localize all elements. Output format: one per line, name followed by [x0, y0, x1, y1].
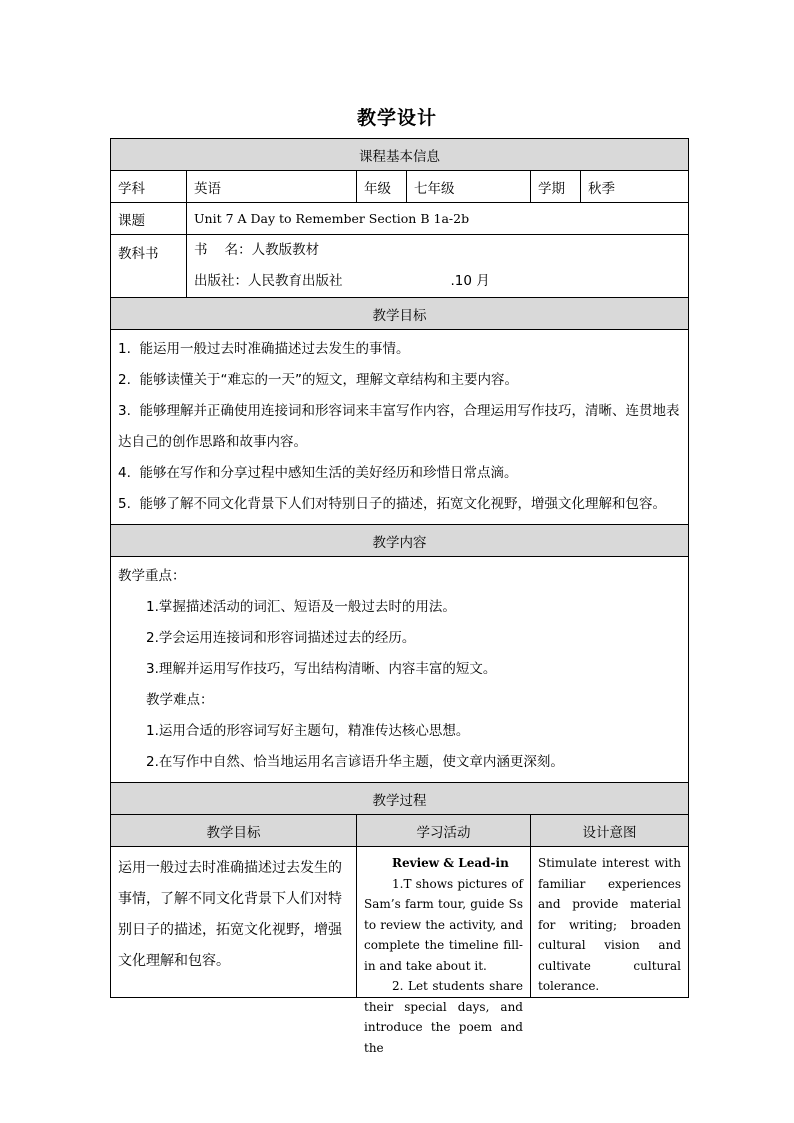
publisher-text: 出版社：人民教育出版社	[194, 273, 343, 289]
publisher-line	[194, 266, 681, 297]
process-intent-text: Stimulate interest with familiar experiences and provide material for writing; broaden cultural vision and cultivate cultural tolerance.	[538, 856, 681, 993]
activity-heading: Review & Lead-in	[392, 856, 509, 870]
objective-item: 4. 能够在写作和分享过程中感知生活的美好经历和珍惜日常点滴。	[118, 465, 518, 481]
difficult-points-label: 教学难点：	[146, 692, 214, 708]
content-header: 教学内容	[111, 525, 689, 557]
objective-item: 1. 能运用一般过去时准确描述过去发生的事情。	[118, 341, 410, 357]
textbook-info	[187, 235, 689, 298]
basic-info-header: 课程基本信息	[111, 139, 689, 171]
key-point-item: 3.理解并运用写作技巧，写出结构清晰、内容丰富的短文。	[146, 661, 497, 677]
process-goal-cell	[111, 847, 357, 998]
objective-item: 2. 能够读懂关于“难忘的一天”的短文，理解文章结构和主要内容。	[118, 372, 518, 388]
process-goal-text: 运用一般过去时准确描述过去发生的事情，了解不同文化背景下人们对特别日子的描述，拓宽文化视野，增强文化理解和包容。	[118, 860, 342, 969]
process-header: 教学过程	[111, 783, 689, 815]
process-col-goal: 教学目标	[111, 815, 357, 847]
publish-date: .10 月	[450, 273, 490, 289]
topic-label: 课题	[111, 203, 187, 235]
book-name-line: 书 名：人教版教材	[194, 242, 320, 258]
activity-step: 2. Let students share their special days, and introduce the poem and the	[364, 979, 523, 1055]
topic-value: Unit 7 A Day to Remember Section B 1a-2b	[187, 203, 689, 235]
key-points-label: 教学重点：	[118, 568, 186, 584]
key-point-item: 2.学会运用连接词和形容词描述过去的经历。	[146, 630, 416, 646]
activity-step: 1.T shows pictures of Sam’s farm tour, guide Ss to review the activity, and complete the timeline fill-in and take about it.	[364, 876, 523, 973]
process-intent-cell	[531, 847, 689, 998]
textbook-label: 教科书	[111, 235, 187, 298]
document-title: 教学设计	[356, 107, 437, 129]
process-col-intent: 设计意图	[531, 815, 689, 847]
subject-label: 学科	[111, 171, 187, 203]
grade-label: 年级	[357, 171, 407, 203]
objective-item: 3. 能够理解并正确使用连接词和形容词来丰富写作内容，合理运用写作技巧，清晰、连贯地表达自己的创作思路和故事内容。	[118, 403, 680, 450]
objectives-list	[111, 330, 689, 525]
content-body	[111, 557, 689, 783]
difficult-point-item: 2.在写作中自然、恰当地运用名言谚语升华主题，使文章内涵更深刻。	[146, 754, 564, 770]
process-activity-cell	[357, 847, 531, 1055]
subject-value: 英语	[187, 171, 357, 203]
grade-value: 七年级	[407, 171, 531, 203]
difficult-point-item: 1.运用合适的形容词写好主题句，精准传达核心思想。	[146, 723, 470, 739]
objective-item: 5. 能够了解不同文化背景下人们对特别日子的描述，拓宽文化视野，增强文化理解和包容。	[118, 496, 666, 512]
term-label: 学期	[531, 171, 581, 203]
lesson-plan-table	[110, 138, 689, 1055]
objectives-header: 教学目标	[111, 298, 689, 330]
term-value: 秋季	[581, 171, 689, 203]
key-point-item: 1.掌握描述活动的词汇、短语及一般过去时的用法。	[146, 599, 456, 615]
process-col-activity: 学习活动	[357, 815, 531, 847]
